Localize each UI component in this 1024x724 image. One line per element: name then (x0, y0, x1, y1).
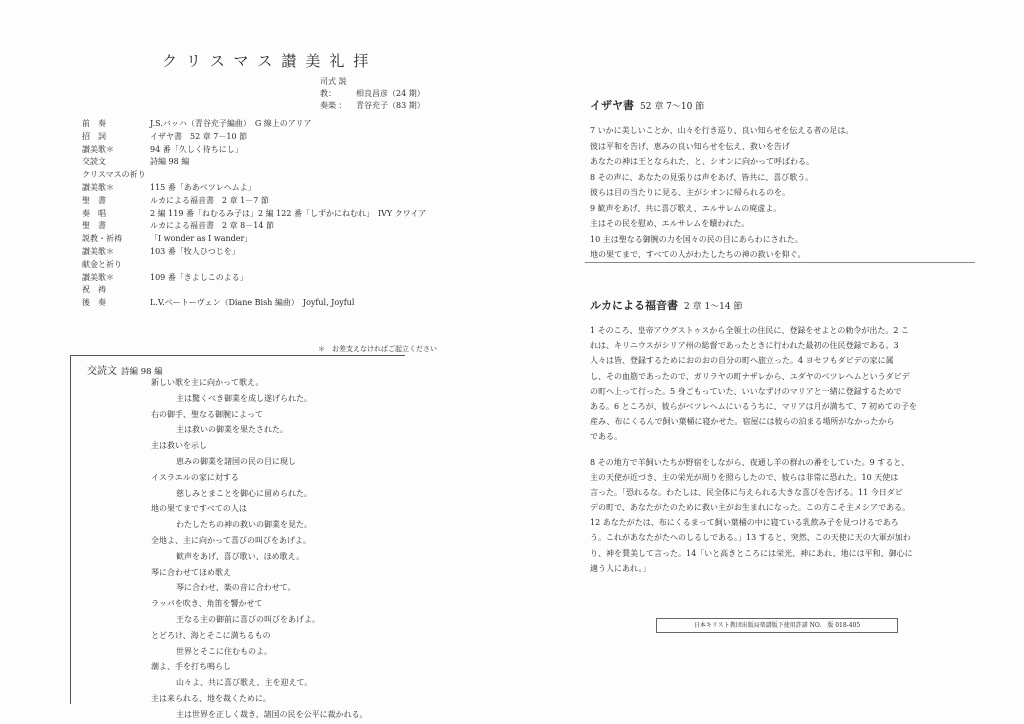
program-item-label: 祝 祷 (82, 285, 106, 295)
isaiah-line: 地の果てまで、すべての人がわたしたちの神の救いを仰ぐ。 (590, 250, 806, 259)
program-item-text: ルカによる福音書 2 章 8－14 節 (150, 221, 274, 231)
luke-line: 適う人にあれ。」 (590, 563, 651, 573)
luke-line: デの町で、あなたがたのために救い主がお生まれになった。この方こそ主メシアである。 (590, 503, 911, 513)
reading-response-line: 琴に合わせ、楽の音に合わせて。 (176, 583, 296, 593)
reading-heading-label: 交読文 (87, 366, 117, 377)
program-item-label: 讃美歌＊ (82, 182, 114, 192)
luke-line: れは、キリニウスがシリア州の総督であったときに行われた最初の住民登録である。3 (590, 341, 899, 351)
program-item-text: 「I wonder as I wander」 (150, 234, 253, 244)
reading-response-line: 主は救いの御業を果たされた。 (176, 425, 288, 435)
program-item-text: J.S.バッハ（青谷充子編曲） G 線上のアリア (150, 119, 312, 128)
reading-response-line: 主は世界を正しく裁き、諸国の民を公平に裁かれる。 (176, 709, 368, 719)
program-item-label: 聖 書 (82, 195, 106, 205)
page-title: クリスマス讃美礼拝 (162, 52, 378, 70)
program-item-text: 109 番「きよしこのよる」 (150, 272, 248, 282)
program-item-label: 献金と祈り (82, 259, 122, 269)
reading-leader-line: 全地よ、主に向かって喜びの叫びをあげよ。 (151, 535, 311, 545)
program-item (82, 297, 426, 310)
luke-line: り、神を賛美して言った。14「いと高きところには栄光、神にあれ、地には平和、御心に (590, 548, 913, 558)
reading-leader-line: とどろけ、海とそこに満ちるもの (151, 630, 271, 640)
isaiah-text (590, 123, 853, 263)
reading-leader-line: 主は来られる、地を裁くために。 (151, 693, 271, 703)
luke-line: し、その血筋であったので、ガリラヤの町ナザレから、ユダヤのベツレヘムというダビデ (590, 371, 910, 381)
program-item (82, 284, 426, 297)
program-item-label: 讃美歌＊ (82, 272, 114, 282)
program-item (82, 259, 426, 272)
program-item-text: 詩編 98 編 (150, 157, 190, 167)
reading-psalm-ref: 詩編 98 編 (121, 367, 163, 377)
luke-line: 1 そのころ、皇帝アウグストゥスから全領土の住民に、登録をせよとの勅令が出た。2 こ (590, 326, 909, 335)
luke-line: ある。6 ところが、彼らがベツレヘムにいるうちに、マリアは月が満ちて、7 初めての子を (590, 401, 918, 411)
program-item (82, 220, 426, 233)
luke-text (590, 323, 972, 576)
isaiah-line: 彼らは目の当たりに見る、主がシオンに帰られるのを。 (590, 188, 790, 197)
program-item-label: 前 奏 (82, 119, 106, 128)
program-item-text: 94 番「久しく待ちにし」 (150, 144, 243, 154)
reading-leader-line: ラッパを吹き、角笛を響かせて (151, 599, 263, 609)
reading-response-line: わたしたちの神の救いの御業を見た。 (176, 520, 312, 530)
program-item-label: 交読文 (82, 157, 106, 167)
reading-leader-line: 地の果てまですべての人は (151, 504, 247, 514)
program-item (82, 246, 426, 259)
responsive-reading-lines (151, 375, 368, 723)
reading-leader-line: 主は救いを示し (151, 441, 207, 451)
program-item (82, 233, 426, 246)
luke-line: う。これがあなたがたへのしるしである。」13 すると、突然、この天使に天の大軍が加わ (590, 533, 911, 543)
isaiah-line: 9 歓声をあげ、共に喜び歌え、エルサレムの廃虚よ。 (590, 203, 782, 213)
program-item-label: 聖 書 (82, 221, 106, 231)
isaiah-heading (590, 97, 704, 113)
luke-line: 12 あなたがたは、布にくるまって飼い葉桶の中に寝ている乳飲み子を見つけるであろ (590, 518, 899, 528)
program-item-text: ルカによる福音書 2 章 1－7 節 (150, 195, 269, 205)
luke-line: 言った。「恐れるな。わたしは、民全体に与えられる大きな喜びを告げる。11 今日ダビ (590, 487, 903, 497)
program-item-label: 讃美歌＊ (82, 144, 114, 154)
reading-response-line: 慈しみとまことを御心に留められた。 (176, 488, 312, 498)
reading-leader-line: 琴に合わせてほめ歌え (151, 567, 231, 577)
responsive-reading-box (70, 355, 405, 719)
program-item-text: L.V.ベートーヴェン（Diane Bish 編曲） Joyful, Joyful (150, 298, 355, 308)
program-item (82, 195, 426, 208)
luke-line: 人々は皆、登録するためにおのおの自分の町へ旅立った。4 ヨセフもダビデの家に属 (590, 356, 894, 366)
isaiah-line: 主はその民を慰め、エルサレムを贖われた。 (590, 219, 750, 228)
standing-note: ＊ お差支えなければご起立ください (318, 345, 437, 353)
program-item (82, 169, 426, 182)
reading-response-line: 主は驚くべき御業を成し遂げられた。 (176, 393, 312, 403)
program-item (82, 208, 426, 221)
program-item-text: 103 番「牧人ひつじを」 (150, 246, 240, 256)
reading-response-line: 歓声をあげ、喜び歌い、ほめ歌え。 (176, 551, 305, 561)
reading-response-line: 恵みの御業を諸国の民の目に現し (176, 456, 296, 466)
officiant-name: 青谷充子（83 期） (356, 101, 425, 110)
luke-line: である。 (590, 432, 622, 442)
program-item (82, 144, 426, 157)
luke-line: 8 その地方で羊飼いたちが野宿をしながら、夜通し羊の群れの番をしていた。9 すると、 (590, 457, 910, 467)
program-item-label: 説教・祈祷 (82, 234, 122, 244)
luke-line: の町へ上って行った。5 身ごもっていた、いいなずけのマリアと一緒に登録するためで (590, 386, 902, 396)
officiant-role: 司式 説教： (320, 77, 347, 98)
section-divider (585, 262, 975, 263)
luke-heading (590, 297, 743, 313)
luke-line: 産み、布にくるんで飼い葉桶に寝かせた。宿屋には彼らの泊まる場所がなかったから (590, 417, 895, 427)
officiant-name: 相良昌彦（24 期） (356, 89, 425, 98)
isaiah-line: 8 その声に、あなたの見張りは声をあげ、皆共に、喜び歌う。 (590, 172, 814, 182)
luke-ref: 2 章 1～14 節 (684, 302, 743, 312)
reading-response-line: 王なる主の御前に喜びの叫びをあげよ。 (176, 614, 320, 624)
program-item-text: イザヤ書 52 章 7－10 節 (150, 131, 248, 141)
reading-leader-line: 潮よ、手を打ち鳴らし (151, 662, 231, 672)
program-item-label: 奏 唱 (82, 208, 106, 218)
isaiah-book: イザヤ書 (590, 99, 634, 112)
isaiah-line: あなたの神は王となられた、と、シオンに向かって呼ばわる。 (590, 157, 814, 166)
program-item-text: 2 編 119 番「ねむるみ子は」2 編 122 番「しずかにねむれ」 IVY クワイア (150, 208, 427, 218)
isaiah-ref: 52 章 7～10 節 (640, 102, 705, 112)
officiant-row (320, 100, 425, 112)
program-item (82, 272, 426, 285)
program-item-label: 讃美歌＊ (82, 246, 114, 256)
reading-leader-line: イスラエルの家に対する (151, 472, 239, 482)
program-item-label: クリスマスの祈り (82, 170, 146, 180)
luke-line: 主の天使が近づき、主の栄光が周りを照らしたので、彼らは非常に恐れた。10 天使は (590, 472, 899, 482)
program-item-label: 後 奏 (82, 298, 106, 308)
reading-response-line: 世界とそこに住むものよ。 (176, 646, 272, 656)
reading-leader-line: 新しい歌を主に向かって歌え。 (151, 378, 264, 387)
program-item-label: 招 詞 (82, 131, 106, 141)
luke-book: ルカによる福音書 (590, 299, 678, 312)
officiant-role: 奏楽 ： (320, 101, 347, 110)
officiant-row (320, 76, 425, 100)
isaiah-line: 7 いかに美しいことか、山々を行き巡り、良い知らせを伝える者の足は。 (590, 126, 854, 135)
program-item (82, 156, 426, 169)
reading-leader-line: 右の御手、聖なる御腕によって (151, 409, 263, 419)
paragraph-gap (590, 445, 972, 455)
license-footer: 日本キリスト教団出版局楽譜版下使用許諾 NO. 版 018-405 (656, 618, 898, 633)
program-item (82, 118, 426, 131)
officiants (320, 76, 425, 112)
order-of-service (82, 118, 426, 310)
program-item-text: 115 番「ああベツレヘムよ」 (150, 182, 256, 192)
isaiah-line: 彼は平和を告げ、恵みの良い知らせを伝え、救いを告げ (590, 141, 790, 151)
program-item (82, 131, 426, 144)
program-item (82, 182, 426, 195)
reading-response-line: 山々よ、共に喜び歌え、主を迎えて。 (176, 678, 313, 688)
isaiah-line: 10 主は聖なる御腕の力を国々の民の目にあらわにされた。 (590, 234, 803, 244)
